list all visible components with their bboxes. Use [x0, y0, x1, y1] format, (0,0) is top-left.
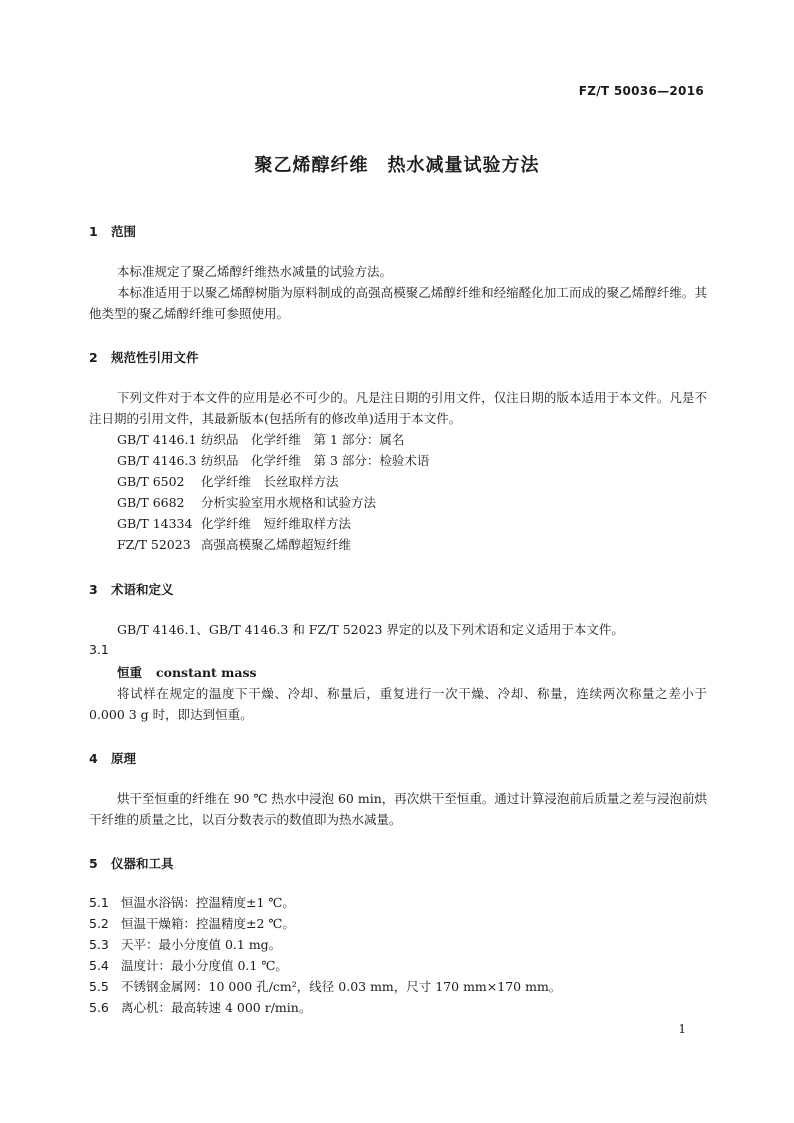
- paragraph: 本标准规定了聚乙烯醇纤维热水减量的试验方法。: [117, 264, 393, 279]
- section-number: 4: [89, 751, 98, 766]
- instrument-item: [89, 893, 295, 911]
- item-number: 5.4: [89, 958, 109, 973]
- reference-code: GB/T 4146.1: [117, 432, 197, 447]
- item-text: 恒温干燥箱：控温精度±2 ℃。: [121, 916, 295, 931]
- instrument-item: [89, 956, 288, 974]
- term-chinese: 恒重: [117, 665, 143, 680]
- reference-item: [117, 534, 351, 555]
- item-text: 恒温水浴锅：控温精度±1 ℃。: [121, 895, 295, 910]
- section-4-heading: [89, 749, 136, 767]
- instrument-item: [89, 935, 281, 953]
- reference-code: GB/T 4146.3: [117, 453, 197, 468]
- reference-item: [117, 471, 339, 492]
- section-number: 5: [89, 856, 98, 871]
- reference-item: [117, 492, 376, 513]
- instrument-item: [89, 977, 561, 995]
- section-5-heading: [89, 854, 174, 872]
- paragraph: GB/T 4146.1、GB/T 4146.3 和 FZ/T 52023 界定的以及下列术语和定义适用于本文件。: [117, 622, 624, 637]
- page-title: 聚乙烯醇纤维 热水减量试验方法: [254, 155, 540, 176]
- reference-item: [117, 429, 404, 450]
- section-2-heading: [89, 348, 199, 366]
- term-entry: [117, 663, 257, 681]
- section-title: 范围: [111, 224, 137, 239]
- reference-title: 纺织品 化学纤维 第 3 部分：检验术语: [201, 453, 430, 468]
- item-text: 不锈钢金属网：10 000 孔/cm²，线径 0.03 mm，尺寸 170 mm×170 mm。: [121, 979, 562, 994]
- section-title: 原理: [111, 751, 137, 766]
- section-title: 术语和定义: [111, 582, 174, 597]
- item-number: 5.1: [89, 895, 109, 910]
- reference-title: 纺织品 化学纤维 第 1 部分：属名: [201, 432, 405, 447]
- item-number: 5.2: [89, 916, 109, 931]
- reference-title: 化学纤维 长丝取样方法: [201, 474, 339, 489]
- section-3-heading: [89, 580, 174, 598]
- instrument-item: [89, 998, 311, 1016]
- reference-code: FZ/T 52023: [117, 537, 191, 552]
- section-1-heading: [89, 222, 136, 240]
- item-text: 天平：最小分度值 0.1 mg。: [121, 937, 282, 952]
- page-number: 1: [678, 1022, 686, 1036]
- reference-item: [117, 450, 429, 471]
- paragraph: 烘干至恒重的纤维在 90 ℃ 热水中浸泡 60 min，再次烘干至恒重。通过计算浸泡前后质量之差与浸泡前烘干纤维的质量之比，以百分数表示的数值即为热水减量。: [89, 791, 707, 827]
- section-title: 规范性引用文件: [111, 350, 199, 365]
- standard-code: FZ/T 50036—2016: [578, 84, 704, 98]
- term-english: constant mass: [156, 665, 257, 680]
- term-definition: 将试样在规定的温度下干燥、冷却、称量后，重复进行一次干燥、冷却、称量，连续两次称量之差小于 0.000 3 g 时，即达到恒重。: [89, 686, 707, 722]
- reference-item: [117, 513, 351, 534]
- item-text: 离心机：最高转速 4 000 r/min。: [121, 1000, 312, 1015]
- section-number: 3: [89, 582, 98, 597]
- section-title: 仪器和工具: [111, 856, 174, 871]
- reference-title: 高强高模聚乙烯醇超短纤维: [201, 537, 352, 552]
- paragraph: 下列文件对于本文件的应用是必不可少的。凡是注日期的引用文件，仅注日期的版本适用于本文件。凡是不注日期的引用文件，其最新版本(包括所有的修改单)适用于本文件。: [89, 390, 707, 426]
- reference-title: 分析实验室用水规格和试验方法: [201, 495, 377, 510]
- item-number: 5.5: [89, 979, 109, 994]
- section-number: 1: [89, 224, 98, 239]
- reference-code: GB/T 6502: [117, 474, 185, 489]
- subsection-number: 3.1: [89, 642, 109, 657]
- instrument-item: [89, 914, 295, 932]
- reference-code: GB/T 6682: [117, 495, 185, 510]
- item-number: 5.6: [89, 1000, 109, 1015]
- item-number: 5.3: [89, 937, 109, 952]
- reference-title: 化学纤维 短纤维取样方法: [201, 516, 352, 531]
- reference-code: GB/T 14334: [117, 516, 193, 531]
- paragraph: 本标准适用于以聚乙烯醇树脂为原料制成的高强高模聚乙烯醇纤维和经缩醛化加工而成的聚乙烯醇纤维。其他类型的聚乙烯醇纤维可参照使用。: [89, 285, 707, 321]
- item-text: 温度计：最小分度值 0.1 ℃。: [121, 958, 288, 973]
- section-number: 2: [89, 350, 98, 365]
